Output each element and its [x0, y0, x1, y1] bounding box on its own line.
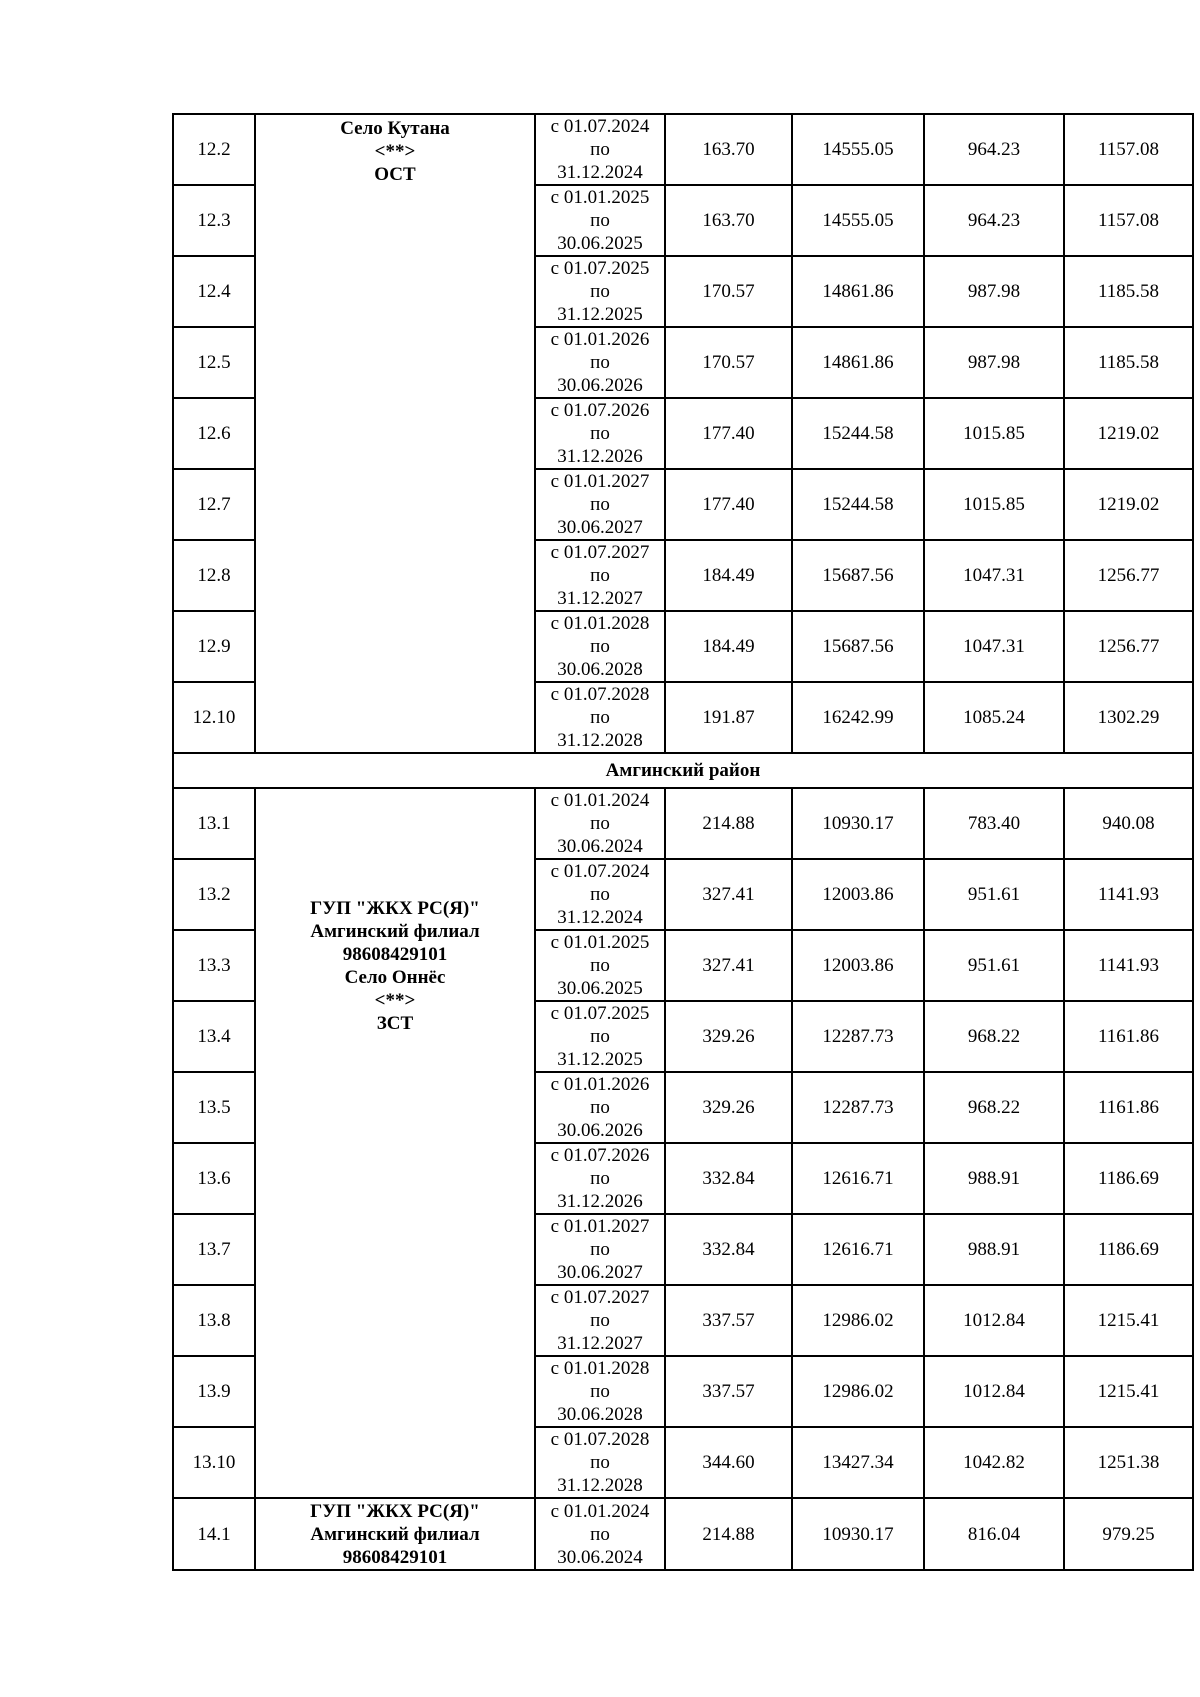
organization-line: Амгинский филиал — [310, 921, 480, 942]
period-cell — [535, 1356, 665, 1427]
period-line: 31.12.2024 — [557, 907, 643, 928]
row-number-cell: 13.1 — [173, 788, 255, 859]
row-number-cell: 13.7 — [173, 1214, 255, 1285]
row-number-cell: 13.6 — [173, 1143, 255, 1214]
period-line: по — [590, 1097, 610, 1118]
value-cell-4: 979.25 — [1064, 1498, 1193, 1570]
period-line: с 01.07.2025 — [550, 1003, 650, 1024]
value-cell-3: 1047.31 — [924, 540, 1064, 611]
row-number-cell: 13.3 — [173, 930, 255, 1001]
value-cell-4: 1215.41 — [1064, 1356, 1193, 1427]
period-line: с 01.01.2024 — [550, 1500, 650, 1522]
row-number-cell: 13.4 — [173, 1001, 255, 1072]
value-cell-1: 191.87 — [665, 682, 792, 753]
row-number-cell: 13.5 — [173, 1072, 255, 1143]
period-cell — [535, 1001, 665, 1072]
period-line: с 01.01.2024 — [550, 790, 650, 811]
value-cell-2: 12287.73 — [792, 1001, 924, 1072]
value-cell-3: 1085.24 — [924, 682, 1064, 753]
period-cell — [535, 1214, 665, 1285]
value-cell-3: 816.04 — [924, 1498, 1064, 1570]
value-cell-1: 163.70 — [665, 185, 792, 256]
organization-line: Амгинский филиал — [310, 1523, 480, 1545]
value-cell-1: 329.26 — [665, 1072, 792, 1143]
organization-cell — [255, 788, 535, 1498]
period-line: 31.12.2025 — [557, 304, 643, 325]
row-number-cell: 12.4 — [173, 256, 255, 327]
row-number-cell: 12.6 — [173, 398, 255, 469]
period-line: 31.12.2028 — [557, 1475, 643, 1496]
value-cell-4: 1157.08 — [1064, 114, 1193, 185]
period-line: по — [590, 1239, 610, 1260]
value-cell-3: 987.98 — [924, 256, 1064, 327]
period-line: с 01.07.2024 — [550, 116, 650, 137]
value-cell-2: 12003.86 — [792, 930, 924, 1001]
value-cell-2: 15244.58 — [792, 469, 924, 540]
value-cell-3: 968.22 — [924, 1072, 1064, 1143]
period-cell — [535, 611, 665, 682]
period-line: по — [590, 139, 610, 160]
period-line: 30.06.2026 — [557, 375, 643, 396]
period-line: 30.06.2028 — [557, 1404, 643, 1425]
period-cell — [535, 185, 665, 256]
organization-line: <**> — [374, 141, 416, 162]
value-cell-1: 177.40 — [665, 398, 792, 469]
organization-cell — [255, 114, 535, 753]
value-cell-4: 1256.77 — [1064, 611, 1193, 682]
value-cell-1: 184.49 — [665, 540, 792, 611]
value-cell-2: 13427.34 — [792, 1427, 924, 1498]
period-line: с 01.01.2025 — [550, 187, 650, 208]
period-line: по — [590, 423, 610, 444]
value-cell-2: 12986.02 — [792, 1356, 924, 1427]
period-line: с 01.01.2026 — [550, 1074, 650, 1095]
value-cell-4: 1186.69 — [1064, 1214, 1193, 1285]
period-cell — [535, 1427, 665, 1498]
period-line: 30.06.2025 — [557, 233, 643, 254]
value-cell-3: 1015.85 — [924, 469, 1064, 540]
value-cell-3: 1015.85 — [924, 398, 1064, 469]
value-cell-1: 327.41 — [665, 859, 792, 930]
value-cell-4: 1185.58 — [1064, 256, 1193, 327]
value-cell-1: 337.57 — [665, 1356, 792, 1427]
value-cell-2: 12616.71 — [792, 1143, 924, 1214]
period-cell — [535, 1143, 665, 1214]
row-number-cell: 12.3 — [173, 185, 255, 256]
organization-line: Село Кутана — [340, 118, 450, 139]
row-number-cell: 14.1 — [173, 1498, 255, 1570]
section-title: Амгинский район — [173, 753, 1193, 788]
value-cell-2: 15687.56 — [792, 540, 924, 611]
row-number-cell: 13.9 — [173, 1356, 255, 1427]
value-cell-4: 1251.38 — [1064, 1427, 1193, 1498]
period-line: с 01.01.2026 — [550, 329, 650, 350]
organization-cell — [255, 1498, 535, 1570]
value-cell-2: 16242.99 — [792, 682, 924, 753]
period-cell — [535, 859, 665, 930]
value-cell-1: 163.70 — [665, 114, 792, 185]
organization-line: ГУП "ЖКХ РС(Я)" — [310, 898, 480, 919]
value-cell-2: 10930.17 — [792, 1498, 924, 1570]
value-cell-4: 1186.69 — [1064, 1143, 1193, 1214]
period-line: с 01.07.2025 — [550, 258, 650, 279]
period-line: с 01.07.2026 — [550, 1145, 650, 1166]
value-cell-2: 12986.02 — [792, 1285, 924, 1356]
table-row — [173, 1498, 1193, 1570]
value-cell-1: 170.57 — [665, 327, 792, 398]
period-line: с 01.01.2025 — [550, 932, 650, 953]
value-cell-2: 12616.71 — [792, 1214, 924, 1285]
value-cell-4: 1161.86 — [1064, 1072, 1193, 1143]
period-line: с 01.01.2027 — [550, 471, 650, 492]
table-row — [173, 114, 1193, 185]
period-line: с 01.07.2024 — [550, 861, 650, 882]
value-cell-1: 177.40 — [665, 469, 792, 540]
row-number-cell: 12.2 — [173, 114, 255, 185]
organization-line: <**> — [374, 990, 416, 1011]
row-number-cell: 12.5 — [173, 327, 255, 398]
value-cell-3: 988.91 — [924, 1143, 1064, 1214]
period-line: по — [590, 494, 610, 515]
period-line: по — [590, 281, 610, 302]
value-cell-2: 14555.05 — [792, 114, 924, 185]
period-line: 31.12.2027 — [557, 588, 643, 609]
period-line: 30.06.2027 — [557, 1262, 643, 1283]
period-cell — [535, 398, 665, 469]
organization-line: ГУП "ЖКХ РС(Я)" — [310, 1500, 480, 1522]
value-cell-4: 1141.93 — [1064, 859, 1193, 930]
period-cell — [535, 327, 665, 398]
period-cell — [535, 469, 665, 540]
value-cell-4: 1219.02 — [1064, 398, 1193, 469]
value-cell-4: 1302.29 — [1064, 682, 1193, 753]
value-cell-1: 184.49 — [665, 611, 792, 682]
value-cell-3: 1047.31 — [924, 611, 1064, 682]
period-line: 30.06.2028 — [557, 659, 643, 680]
value-cell-4: 1161.86 — [1064, 1001, 1193, 1072]
period-line: 30.06.2024 — [557, 836, 643, 857]
value-cell-3: 964.23 — [924, 114, 1064, 185]
value-cell-3: 1012.84 — [924, 1356, 1064, 1427]
row-number-cell: 13.10 — [173, 1427, 255, 1498]
period-cell — [535, 256, 665, 327]
value-cell-1: 329.26 — [665, 1001, 792, 1072]
value-cell-2: 15244.58 — [792, 398, 924, 469]
period-cell — [535, 1285, 665, 1356]
period-line: по — [590, 565, 610, 586]
period-line: по — [590, 884, 610, 905]
value-cell-3: 951.61 — [924, 859, 1064, 930]
period-cell — [535, 682, 665, 753]
period-cell — [535, 1072, 665, 1143]
value-cell-4: 1219.02 — [1064, 469, 1193, 540]
period-line: по — [590, 1310, 610, 1331]
period-line: по — [590, 636, 610, 657]
period-line: по — [590, 1381, 610, 1402]
organization-line: 98608429101 — [342, 1546, 448, 1568]
period-line: 30.06.2026 — [557, 1120, 643, 1141]
value-cell-1: 332.84 — [665, 1143, 792, 1214]
period-line: с 01.01.2028 — [550, 1358, 650, 1379]
period-line: 31.12.2028 — [557, 730, 643, 751]
period-line: по — [590, 1168, 610, 1189]
period-cell — [535, 788, 665, 859]
value-cell-3: 964.23 — [924, 185, 1064, 256]
organization-line: ЗСТ — [376, 1013, 414, 1034]
period-line: с 01.01.2027 — [550, 1216, 650, 1237]
period-line: 31.12.2024 — [557, 162, 643, 183]
row-number-cell: 13.8 — [173, 1285, 255, 1356]
value-cell-3: 1042.82 — [924, 1427, 1064, 1498]
period-line: с 01.07.2028 — [550, 684, 650, 705]
value-cell-3: 987.98 — [924, 327, 1064, 398]
value-cell-4: 940.08 — [1064, 788, 1193, 859]
period-line: по — [590, 1026, 610, 1047]
value-cell-1: 337.57 — [665, 1285, 792, 1356]
value-cell-1: 214.88 — [665, 788, 792, 859]
value-cell-1: 344.60 — [665, 1427, 792, 1498]
row-number-cell: 12.7 — [173, 469, 255, 540]
period-line: 31.12.2026 — [557, 1191, 643, 1212]
period-cell — [535, 930, 665, 1001]
period-line: по — [590, 955, 610, 976]
period-line: с 01.07.2028 — [550, 1429, 650, 1450]
period-line: 31.12.2027 — [557, 1333, 643, 1354]
value-cell-2: 14555.05 — [792, 185, 924, 256]
period-line: 31.12.2025 — [557, 1049, 643, 1070]
row-number-cell: 12.9 — [173, 611, 255, 682]
value-cell-1: 170.57 — [665, 256, 792, 327]
period-line: с 01.01.2028 — [550, 613, 650, 634]
row-number-cell: 12.10 — [173, 682, 255, 753]
value-cell-1: 214.88 — [665, 1498, 792, 1570]
row-number-cell: 13.2 — [173, 859, 255, 930]
period-line: 30.06.2024 — [557, 1546, 643, 1568]
value-cell-3: 783.40 — [924, 788, 1064, 859]
period-cell — [535, 114, 665, 185]
value-cell-3: 968.22 — [924, 1001, 1064, 1072]
value-cell-4: 1256.77 — [1064, 540, 1193, 611]
period-line: по — [590, 813, 610, 834]
section-row — [173, 753, 1193, 788]
value-cell-4: 1141.93 — [1064, 930, 1193, 1001]
period-line: с 01.07.2026 — [550, 400, 650, 421]
period-line: по — [590, 1523, 610, 1545]
organization-line: Село Оннёс — [344, 967, 446, 988]
value-cell-3: 951.61 — [924, 930, 1064, 1001]
value-cell-2: 12003.86 — [792, 859, 924, 930]
period-line: 30.06.2027 — [557, 517, 643, 538]
value-cell-2: 14861.86 — [792, 256, 924, 327]
period-cell — [535, 1498, 665, 1570]
value-cell-3: 1012.84 — [924, 1285, 1064, 1356]
tariff-table-body — [173, 114, 1193, 1570]
period-line: по — [590, 707, 610, 728]
value-cell-2: 10930.17 — [792, 788, 924, 859]
table-row — [173, 788, 1193, 859]
period-line: с 01.07.2027 — [550, 542, 650, 563]
tariff-table — [172, 113, 1194, 1571]
value-cell-4: 1157.08 — [1064, 185, 1193, 256]
period-line: с 01.07.2027 — [550, 1287, 650, 1308]
value-cell-4: 1185.58 — [1064, 327, 1193, 398]
period-line: по — [590, 210, 610, 231]
period-line: 30.06.2025 — [557, 978, 643, 999]
value-cell-2: 12287.73 — [792, 1072, 924, 1143]
value-cell-2: 14861.86 — [792, 327, 924, 398]
value-cell-4: 1215.41 — [1064, 1285, 1193, 1356]
value-cell-2: 15687.56 — [792, 611, 924, 682]
row-number-cell: 12.8 — [173, 540, 255, 611]
organization-line: 98608429101 — [342, 944, 448, 965]
period-cell — [535, 540, 665, 611]
period-line: по — [590, 352, 610, 373]
value-cell-3: 988.91 — [924, 1214, 1064, 1285]
value-cell-1: 327.41 — [665, 930, 792, 1001]
organization-line: ОСТ — [374, 164, 416, 185]
value-cell-1: 332.84 — [665, 1214, 792, 1285]
period-line: 31.12.2026 — [557, 446, 643, 467]
period-line: по — [590, 1452, 610, 1473]
